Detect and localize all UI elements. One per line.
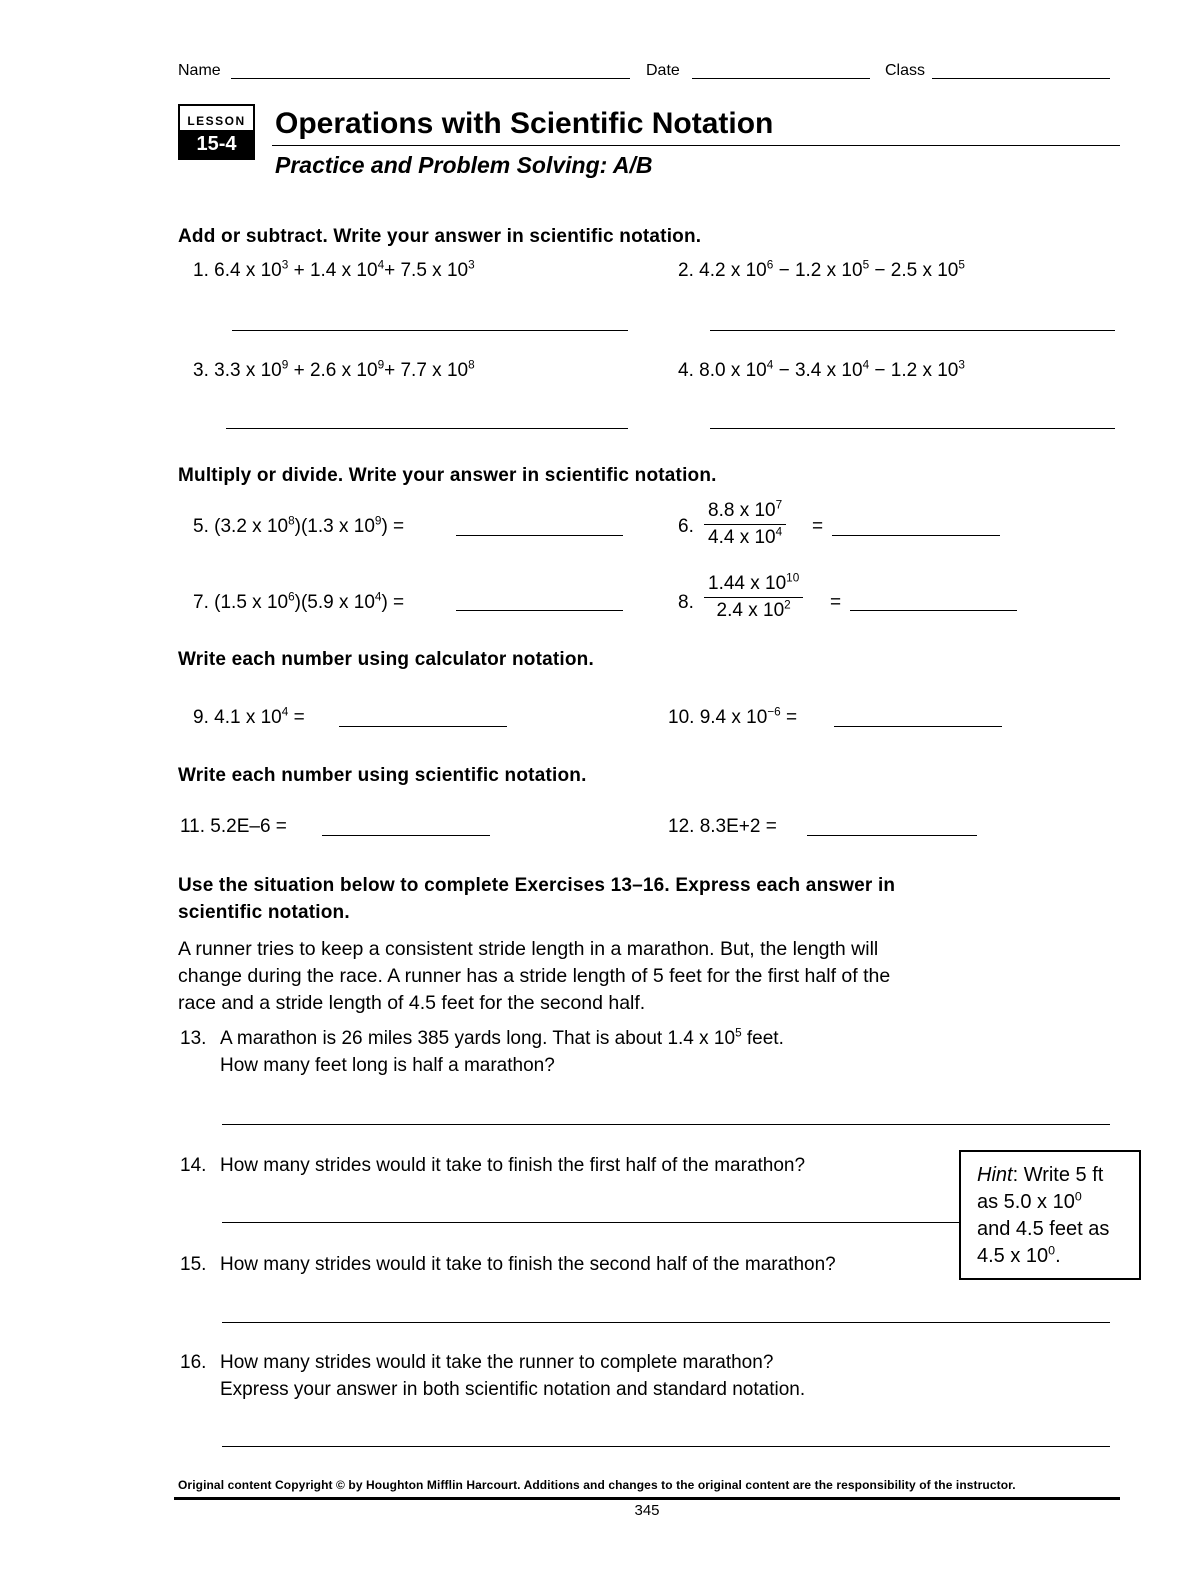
answer-line-16[interactable] [222, 1446, 1110, 1447]
problem-15-number: 15. [180, 1254, 207, 1275]
hint-label: Hint [977, 1164, 1013, 1186]
problem-12: 12. 8.3E+2 = [668, 816, 777, 837]
problem-10: 10. 9.4 x $10^{-6}$ = [668, 705, 798, 728]
problem-4: 4. 8.0 x $10^4 - 3.4$ x $10^4 - 1.2$ x $10^3$ [678, 358, 965, 381]
answer-line-8[interactable] [850, 610, 1017, 611]
answer-line-5[interactable] [456, 535, 623, 536]
copyright-notice: Original content Copyright © by Houghton Mifflin Harcourt. Additions and changes to the original content are the responsibility of the instructor. [178, 1478, 1016, 1492]
problem-13-number: 13. [180, 1028, 207, 1049]
problem-16-number: 16. [180, 1352, 207, 1373]
problem-6-fraction: $\frac{8.8 x 10^7}{4.4 x 10^4}$ [704, 500, 786, 549]
hint-box: Hint: Write 5 ft as 5.0 x $10^0$ and 4.5 feet as 4.5 x $10^0$. [959, 1150, 1141, 1280]
problem-16-line-2: Express your answer in both scientific notation and standard notation. [220, 1379, 806, 1400]
answer-line-2[interactable] [710, 330, 1115, 331]
section-situation: Use the situation below to complete Exercises 13–16. Express each answer in scientific notation. [178, 875, 896, 923]
class-label: Class [885, 62, 926, 79]
answer-line-15[interactable] [222, 1322, 1110, 1323]
problem-13-line-1: A marathon is 26 miles 385 yards long. That is about 1.4 x $10^5$ feet. [220, 1026, 784, 1049]
answer-line-11[interactable] [322, 835, 490, 836]
problem-14-number: 14. [180, 1155, 207, 1176]
section-scientific-notation: Write each number using scientific notation. [178, 765, 587, 786]
problem-7: 7. (1.5 x $10^6)(5.9$ x $10^4$) = [193, 590, 405, 613]
class-field[interactable] [932, 78, 1110, 79]
problem-3: 3. 3.3 x $10^9 + 2.6$ x $10^9+ 7.7$ x $10^8$ [193, 358, 475, 381]
answer-line-14[interactable] [222, 1222, 960, 1223]
footer-rule [174, 1497, 1120, 1500]
problem-11: 11. 5.2E–6 = [180, 816, 287, 837]
answer-line-12[interactable] [807, 835, 977, 836]
date-field[interactable] [692, 78, 870, 79]
name-label: Name [178, 62, 221, 79]
problem-13-line-2: How many feet long is half a marathon? [220, 1055, 555, 1076]
problem-5: 5. (3.2 x $10^8)(1.3$ x $10^9$) = [193, 514, 405, 537]
problem-16-line-1: How many strides would it take the runner to complete marathon? [220, 1352, 774, 1373]
problem-1: 1. 6.4 x $10^3 + 1.4$ x $10^4+ 7.5$ x $10^3$ [193, 258, 475, 281]
answer-line-3[interactable] [226, 428, 628, 429]
problem-9: 9. 4.1 x $10^4$ = [193, 705, 305, 728]
page-number: 345 [634, 1502, 660, 1519]
date-label: Date [646, 62, 680, 79]
problem-8-equals: = [830, 592, 842, 613]
answer-line-1[interactable] [232, 330, 628, 331]
lesson-number: 15-4 [180, 130, 253, 158]
answer-line-9[interactable] [339, 726, 507, 727]
answer-line-7[interactable] [456, 610, 623, 611]
section-calculator-notation: Write each number using calculator notation. [178, 649, 594, 670]
answer-line-13[interactable] [222, 1124, 1110, 1125]
answer-line-10[interactable] [834, 726, 1002, 727]
page-subtitle: Practice and Problem Solving: A/B [275, 152, 653, 178]
problem-6-number: 6. [678, 516, 694, 537]
situation-paragraph: A runner tries to keep a consistent stride length in a marathon. But, the length will change during the race. A runner has a stride length of 5 feet for the first half of the race and a stride length of 4.5 feet for the second half. [178, 938, 891, 1014]
problem-6-equals: = [812, 516, 824, 537]
section-multiply-divide: Multiply or divide. Write your answer in scientific notation. [178, 465, 717, 486]
answer-line-6[interactable] [832, 535, 1000, 536]
name-field[interactable] [231, 78, 630, 79]
problem-2: 2. 4.2 x $10^6 - 1.2$ x $10^5 - 2.5$ x $10^5$ [678, 258, 965, 281]
problem-8-fraction: $\frac{1.44 x 10^{10}}{2.4 x 10^2}$ [704, 573, 803, 622]
lesson-label: LESSON [187, 114, 246, 128]
lesson-badge [178, 104, 255, 160]
section-add-subtract: Add or subtract. Write your answer in scientific notation. [178, 226, 702, 247]
problem-8-number: 8. [678, 592, 694, 613]
problem-15-text: How many strides would it take to finish the second half of the marathon? [220, 1254, 836, 1275]
title-rule [272, 145, 1120, 146]
answer-line-4[interactable] [710, 428, 1115, 429]
page-title: Operations with Scientific Notation [275, 107, 774, 140]
problem-14-text: How many strides would it take to finish the first half of the marathon? [220, 1155, 806, 1176]
